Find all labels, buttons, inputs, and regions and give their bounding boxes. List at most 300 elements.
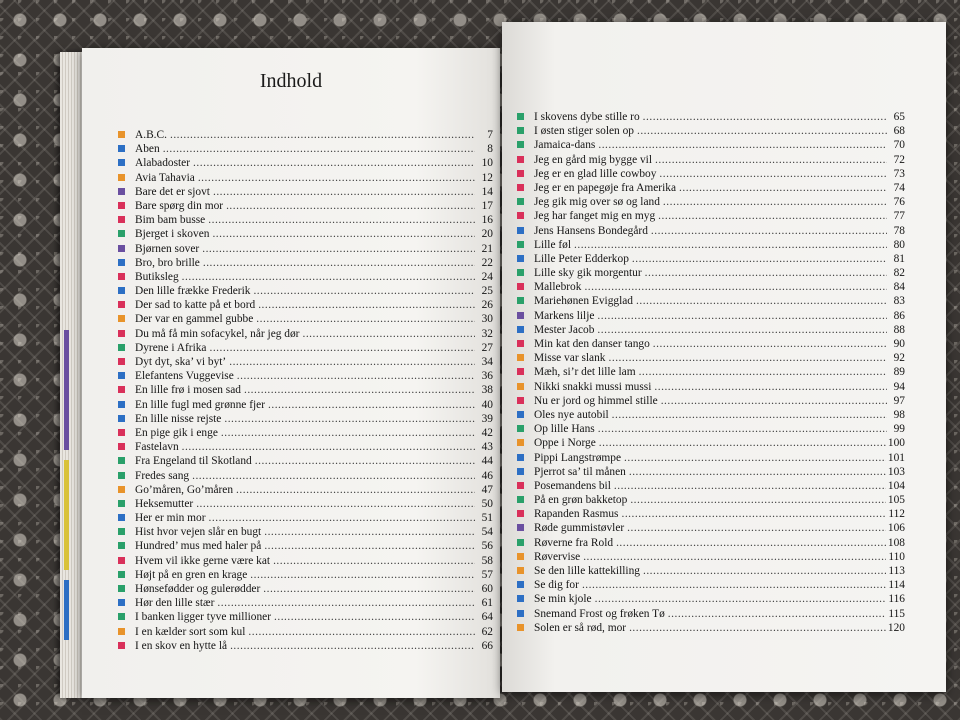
- toc-entry: [135, 426, 493, 440]
- toc-entry: [135, 284, 493, 298]
- dot-leader: [193, 156, 475, 170]
- toc-entry: [534, 110, 905, 124]
- toc-entry-page: 97: [893, 394, 905, 407]
- toc-entry-title: Se min kjole: [534, 593, 592, 606]
- color-marker-icon: [118, 216, 125, 223]
- toc-entry-title: Alabadoster: [135, 157, 191, 170]
- dot-leader: [229, 355, 475, 369]
- edge-color-yellow: [64, 460, 69, 570]
- toc-entry-title: Se dig for: [534, 579, 579, 592]
- dot-leader: [302, 327, 475, 341]
- toc-entry-title: Se den lille kattekilling: [534, 565, 640, 577]
- toc-entry-title: Lille sky gik morgentur: [534, 267, 642, 280]
- toc-entry-page: 114: [888, 579, 905, 592]
- color-marker-icon: [118, 245, 125, 252]
- color-marker-icon: [118, 599, 125, 606]
- dot-leader: [654, 380, 887, 394]
- toc-entry-page: 89: [893, 366, 905, 379]
- toc-entry-page: 70: [893, 139, 905, 152]
- toc-entry: [534, 181, 905, 195]
- dot-leader: [274, 610, 475, 624]
- toc-entry-title: Jeg en gård mig bygge vil: [534, 153, 652, 166]
- color-marker-icon: [517, 283, 524, 290]
- toc-entry-page: 17: [481, 199, 493, 212]
- toc-entry-page: 58: [481, 554, 493, 567]
- toc-entry: [135, 142, 493, 156]
- toc-entry-page: 34: [481, 356, 493, 368]
- toc-entry-page: 88: [893, 323, 905, 336]
- color-marker-icon: [118, 528, 125, 535]
- dot-leader: [655, 153, 887, 167]
- color-marker-icon: [517, 269, 524, 276]
- toc-entry: [534, 238, 905, 252]
- toc-entry-page: 25: [481, 285, 493, 298]
- toc-entry: [135, 639, 493, 653]
- color-marker-icon: [118, 330, 125, 337]
- toc-entry-page: 77: [893, 210, 905, 223]
- toc-entry-page: 72: [893, 153, 905, 166]
- color-marker-icon: [118, 159, 125, 166]
- dot-leader: [583, 550, 886, 564]
- toc-entry-page: 65: [893, 111, 905, 123]
- dot-leader: [609, 351, 888, 365]
- toc-entry-page: 108: [887, 536, 905, 549]
- dot-leader: [202, 242, 475, 256]
- toc-entry-title: Der var en gammel gubbe: [135, 313, 254, 326]
- toc-entry: [534, 436, 905, 450]
- dot-leader: [253, 284, 475, 298]
- toc-entry-page: 50: [481, 497, 493, 510]
- toc-entry-title: Min kat den danser tango: [534, 338, 650, 350]
- toc-entry-page: 24: [481, 270, 493, 283]
- color-marker-icon: [517, 255, 524, 262]
- color-marker-icon: [118, 585, 125, 592]
- dot-leader: [627, 521, 886, 535]
- toc-entry-page: 61: [481, 597, 493, 610]
- toc-entry-title: Mæh, si’r det lille lam: [534, 366, 636, 379]
- toc-entry-title: Fastelavn: [135, 441, 179, 454]
- toc-entry-page: 46: [481, 469, 493, 482]
- color-marker-icon: [118, 131, 125, 138]
- dot-leader: [659, 167, 887, 181]
- toc-entry-page: 16: [481, 214, 493, 227]
- toc-entry-page: 54: [481, 526, 493, 539]
- color-marker-icon: [517, 595, 524, 602]
- dot-leader: [645, 266, 887, 280]
- toc-entry-title: Hønsefødder og gulerødder: [135, 583, 261, 595]
- color-marker-icon: [118, 344, 125, 351]
- toc-entry: [135, 341, 493, 355]
- toc-entry: [135, 270, 493, 284]
- toc-entry-page: 32: [481, 327, 493, 340]
- toc-entry-page: 86: [893, 309, 905, 322]
- toc-entry: [534, 252, 905, 266]
- color-marker-icon: [517, 624, 524, 631]
- dot-leader: [597, 309, 887, 323]
- color-marker-icon: [517, 212, 524, 219]
- toc-entry-title: Go’måren, Go’måren: [135, 483, 234, 496]
- toc-entry-title: I en skov en hytte lå: [135, 639, 228, 652]
- toc-entry-page: 30: [481, 313, 493, 326]
- dot-leader: [663, 195, 887, 209]
- dot-leader: [237, 369, 475, 383]
- toc-entry-title: Bim bam busse: [135, 214, 206, 227]
- toc-entry-title: Aben: [135, 143, 160, 156]
- dot-leader: [236, 483, 475, 497]
- toc-entry-title: Jens Hansens Bondegård: [534, 224, 648, 237]
- color-marker-icon: [118, 457, 125, 464]
- dot-leader: [163, 142, 475, 156]
- color-marker-icon: [517, 610, 524, 617]
- toc-entry-page: 7: [487, 129, 493, 141]
- toc-entry: [135, 327, 493, 341]
- dot-leader: [598, 422, 887, 436]
- toc-entry: [534, 138, 905, 152]
- dot-leader: [264, 525, 475, 539]
- toc-entry-page: 98: [893, 408, 905, 421]
- toc-entry-page: 78: [893, 224, 905, 237]
- color-marker-icon: [517, 127, 524, 134]
- color-marker-icon: [517, 524, 524, 531]
- color-marker-icon: [118, 358, 125, 365]
- toc-entry-page: 100: [887, 437, 905, 450]
- dot-leader: [629, 621, 886, 635]
- dot-leader: [636, 294, 887, 308]
- dot-leader: [230, 639, 475, 653]
- toc-entry: [534, 323, 905, 337]
- toc-entry: [534, 167, 905, 181]
- toc-entry-title: Rapanden Rasmus: [534, 508, 619, 521]
- dot-leader: [182, 440, 475, 454]
- toc-entry-page: 101: [887, 451, 905, 464]
- toc-entry-page: 83: [893, 295, 905, 308]
- toc-entry: [135, 355, 493, 369]
- color-marker-icon: [517, 156, 524, 163]
- toc-entry-page: 80: [893, 238, 905, 251]
- toc-entry-title: Markens lilje: [534, 309, 595, 322]
- toc-entry-page: 115: [888, 607, 905, 620]
- dot-leader: [597, 323, 887, 337]
- toc-entry: [534, 521, 905, 535]
- dot-leader: [217, 596, 475, 610]
- dot-leader: [198, 171, 475, 185]
- page-title: Indhold: [259, 70, 323, 92]
- color-marker-icon: [517, 454, 524, 461]
- toc-entry-title: Højt på en gren en krage: [135, 568, 248, 581]
- toc-entry: [534, 365, 905, 379]
- toc-entry: [135, 128, 493, 142]
- toc-entry-title: Pippi Langstrømpe: [534, 451, 622, 464]
- toc-entry-page: 47: [481, 483, 493, 496]
- edge-color-purple: [64, 330, 69, 450]
- toc-entry-page: 105: [887, 494, 905, 507]
- toc-entry: [135, 497, 493, 511]
- toc-entry-title: Oppe i Norge: [534, 437, 596, 450]
- toc-entry-title: Mallebrok: [534, 281, 582, 294]
- toc-entry: [135, 483, 493, 497]
- toc-entry-title: Butiksleg: [135, 270, 179, 283]
- toc-entry: [135, 554, 493, 568]
- toc-entry: [534, 266, 905, 280]
- toc-entry-page: 82: [893, 267, 905, 280]
- toc-entry-page: 81: [893, 252, 905, 265]
- dot-leader: [213, 185, 475, 199]
- toc-entry-title: Oles nye autobil: [534, 408, 609, 421]
- dot-leader: [629, 465, 886, 479]
- toc-entry-title: På en grøn bakketop: [534, 494, 628, 507]
- dot-leader: [256, 312, 475, 326]
- toc-entry: [534, 124, 905, 138]
- toc-entry-page: 84: [893, 281, 905, 294]
- toc-entry-title: Røde gummistøvler: [534, 522, 625, 535]
- toc-entry-title: Mariehønen Evigglad: [534, 295, 634, 308]
- color-marker-icon: [517, 297, 524, 304]
- toc-entry-page: 90: [893, 338, 905, 350]
- color-marker-icon: [517, 439, 524, 446]
- toc-entry-page: 94: [893, 380, 905, 393]
- color-marker-icon: [517, 567, 524, 574]
- toc-entry-title: Lille Peter Edderkop: [534, 252, 629, 265]
- color-marker-icon: [118, 301, 125, 308]
- toc-entry: [135, 227, 493, 241]
- toc-entry-page: 57: [481, 568, 493, 581]
- toc-entry-title: Avia Tahavia: [135, 171, 195, 184]
- toc-entry: [135, 383, 493, 397]
- toc-entry: [534, 592, 905, 606]
- toc-entry: [135, 568, 493, 582]
- toc-entry-page: 113: [888, 565, 905, 577]
- toc-entry-page: 14: [481, 185, 493, 198]
- toc-entry-page: 36: [481, 370, 493, 383]
- toc-entry: [534, 224, 905, 238]
- toc-entry-title: Op lille Hans: [534, 423, 595, 436]
- toc-entry: [135, 199, 493, 213]
- toc-entry: [534, 621, 905, 635]
- color-marker-icon: [517, 227, 524, 234]
- dot-leader: [273, 554, 475, 568]
- toc-entry-page: 20: [481, 228, 493, 241]
- toc-entry-title: Hør den lille stær: [135, 597, 215, 610]
- toc-entry: [135, 412, 493, 426]
- toc-entry-title: Dyt dyt, ska’ vi byt’: [135, 356, 227, 368]
- dot-leader: [209, 341, 475, 355]
- toc-entry-title: Nu er jord og himmel stille: [534, 394, 658, 407]
- toc-entry: [135, 511, 493, 525]
- toc-entry: [534, 564, 905, 578]
- toc-entry-page: 66: [481, 639, 493, 652]
- color-marker-icon: [118, 557, 125, 564]
- toc-entry-page: 103: [887, 465, 905, 478]
- color-marker-icon: [118, 486, 125, 493]
- toc-entry-title: A.B.C.: [135, 129, 167, 141]
- toc-entry: [534, 550, 905, 564]
- toc-entry-page: 64: [481, 611, 493, 624]
- dot-leader: [679, 181, 887, 195]
- dot-leader: [612, 408, 887, 422]
- toc-entry-title: Fredes sang: [135, 469, 190, 482]
- toc-entry: [534, 351, 905, 365]
- color-marker-icon: [517, 184, 524, 191]
- dot-leader: [192, 469, 475, 483]
- toc-entry: [135, 582, 493, 596]
- dot-leader: [226, 199, 475, 213]
- toc-list-left: [135, 128, 493, 653]
- toc-entry: [534, 337, 905, 351]
- dot-leader: [208, 213, 475, 227]
- toc-entry-page: 73: [893, 167, 905, 180]
- dot-leader: [614, 479, 886, 493]
- toc-entry-title: Jeg har fanget mig en myg: [534, 210, 656, 223]
- color-marker-icon: [118, 514, 125, 521]
- toc-entry: [135, 256, 493, 270]
- dot-leader: [196, 497, 475, 511]
- dot-leader: [255, 454, 475, 468]
- toc-entry-title: Der sad to katte på et bord: [135, 299, 256, 312]
- dot-leader: [624, 451, 886, 465]
- toc-entry-title: Bare spørg din mor: [135, 199, 224, 212]
- toc-entry-page: 51: [481, 512, 493, 525]
- toc-entry-page: 38: [481, 384, 493, 397]
- color-marker-icon: [517, 383, 524, 390]
- dot-leader: [616, 536, 886, 550]
- color-marker-icon: [118, 500, 125, 507]
- color-marker-icon: [517, 141, 524, 148]
- toc-entry: [534, 294, 905, 308]
- toc-entry-page: 21: [481, 242, 493, 255]
- dot-leader: [250, 568, 475, 582]
- toc-entry-page: 27: [481, 341, 493, 354]
- toc-entry-title: Pjerrot sa’ til månen: [534, 465, 626, 478]
- toc-entry: [135, 185, 493, 199]
- toc-entry-title: Bare det er sjovt: [135, 185, 210, 198]
- toc-entry: [135, 213, 493, 227]
- color-marker-icon: [118, 273, 125, 280]
- color-marker-icon: [517, 397, 524, 404]
- toc-entry-page: 116: [888, 593, 905, 606]
- left-page: [82, 48, 500, 698]
- toc-entry-title: Solen er så rød, mor: [534, 621, 627, 634]
- toc-entry-title: Mester Jacob: [534, 323, 595, 336]
- toc-entry: [135, 596, 493, 610]
- color-marker-icon: [118, 542, 125, 549]
- color-marker-icon: [118, 401, 125, 408]
- toc-entry-page: 62: [481, 625, 493, 638]
- toc-entry-title: I skovens dybe stille ro: [534, 111, 640, 123]
- toc-entry-page: 99: [893, 423, 905, 436]
- color-marker-icon: [118, 315, 125, 322]
- toc-entry: [534, 493, 905, 507]
- toc-entry: [135, 298, 493, 312]
- dot-leader: [584, 280, 887, 294]
- toc-entry: [135, 440, 493, 454]
- toc-entry: [534, 479, 905, 493]
- dot-leader: [582, 578, 886, 592]
- toc-entry-title: Hundred’ mus med haler på: [135, 540, 262, 553]
- toc-entry: [135, 398, 493, 412]
- toc-entry-page: 10: [481, 157, 493, 170]
- color-marker-icon: [118, 230, 125, 237]
- toc-entry-title: Heksemutter: [135, 497, 194, 510]
- color-marker-icon: [517, 326, 524, 333]
- toc-entry-title: Lille føl: [534, 238, 572, 251]
- dot-leader: [263, 582, 475, 596]
- toc-entry-title: Elefantens Vuggevise: [135, 370, 234, 383]
- toc-entry: [534, 280, 905, 294]
- dot-leader: [574, 238, 887, 252]
- toc-entry-page: 22: [481, 256, 493, 269]
- toc-entry-page: 106: [887, 522, 905, 535]
- color-marker-icon: [517, 510, 524, 517]
- color-marker-icon: [517, 468, 524, 475]
- toc-entry-page: 39: [481, 412, 493, 425]
- toc-entry-page: 120: [887, 621, 905, 634]
- color-marker-icon: [517, 496, 524, 503]
- toc-entry-page: 42: [481, 426, 493, 439]
- dot-leader: [209, 511, 475, 525]
- toc-entry: [534, 195, 905, 209]
- color-marker-icon: [517, 170, 524, 177]
- toc-entry: [135, 156, 493, 170]
- toc-entry-title: Hist hvor vejen slår en bugt: [135, 526, 262, 539]
- toc-entry: [534, 394, 905, 408]
- color-marker-icon: [517, 581, 524, 588]
- color-marker-icon: [517, 425, 524, 432]
- toc-entry-title: Bjørnen sover: [135, 242, 200, 255]
- color-marker-icon: [118, 202, 125, 209]
- color-marker-icon: [517, 198, 524, 205]
- color-marker-icon: [118, 429, 125, 436]
- dot-leader: [595, 592, 887, 606]
- toc-entry: [135, 469, 493, 483]
- toc-entry-title: Hvem vil ikke gerne være kat: [135, 554, 271, 567]
- dot-leader: [264, 539, 475, 553]
- toc-entry-title: En lille nisse rejste: [135, 412, 222, 425]
- color-marker-icon: [118, 628, 125, 635]
- color-marker-icon: [517, 340, 524, 347]
- toc-entry: [534, 451, 905, 465]
- toc-entry-title: Snemand Frost og frøken Tø: [534, 607, 665, 620]
- toc-entry: [135, 539, 493, 553]
- color-marker-icon: [118, 145, 125, 152]
- color-marker-icon: [118, 287, 125, 294]
- color-marker-icon: [118, 613, 125, 620]
- toc-entry-page: 104: [887, 479, 905, 492]
- toc-entry-title: Bjerget i skoven: [135, 228, 210, 241]
- color-marker-icon: [517, 354, 524, 361]
- color-marker-icon: [517, 411, 524, 418]
- color-marker-icon: [118, 188, 125, 195]
- toc-entry-page: 92: [893, 352, 905, 365]
- toc-entry-title: En lille frø i mosen sad: [135, 384, 241, 397]
- dot-leader: [212, 227, 475, 241]
- toc-entry-title: Røverne fra Rold: [534, 536, 614, 549]
- toc-entry-title: Røvervise: [534, 550, 581, 563]
- color-marker-icon: [118, 372, 125, 379]
- toc-entry-title: Her er min mor: [135, 512, 206, 525]
- toc-entry: [135, 312, 493, 326]
- toc-entry-title: Jeg er en papegøje fra Amerika: [534, 181, 676, 194]
- dot-leader: [630, 493, 886, 507]
- toc-entry: [534, 607, 905, 621]
- color-marker-icon: [118, 415, 125, 422]
- color-marker-icon: [517, 312, 524, 319]
- color-marker-icon: [118, 174, 125, 181]
- color-marker-icon: [118, 642, 125, 649]
- dot-leader: [170, 128, 475, 142]
- toc-entry-title: En pige gik i enge: [135, 426, 218, 439]
- dot-leader: [653, 337, 887, 351]
- toc-entry: [534, 422, 905, 436]
